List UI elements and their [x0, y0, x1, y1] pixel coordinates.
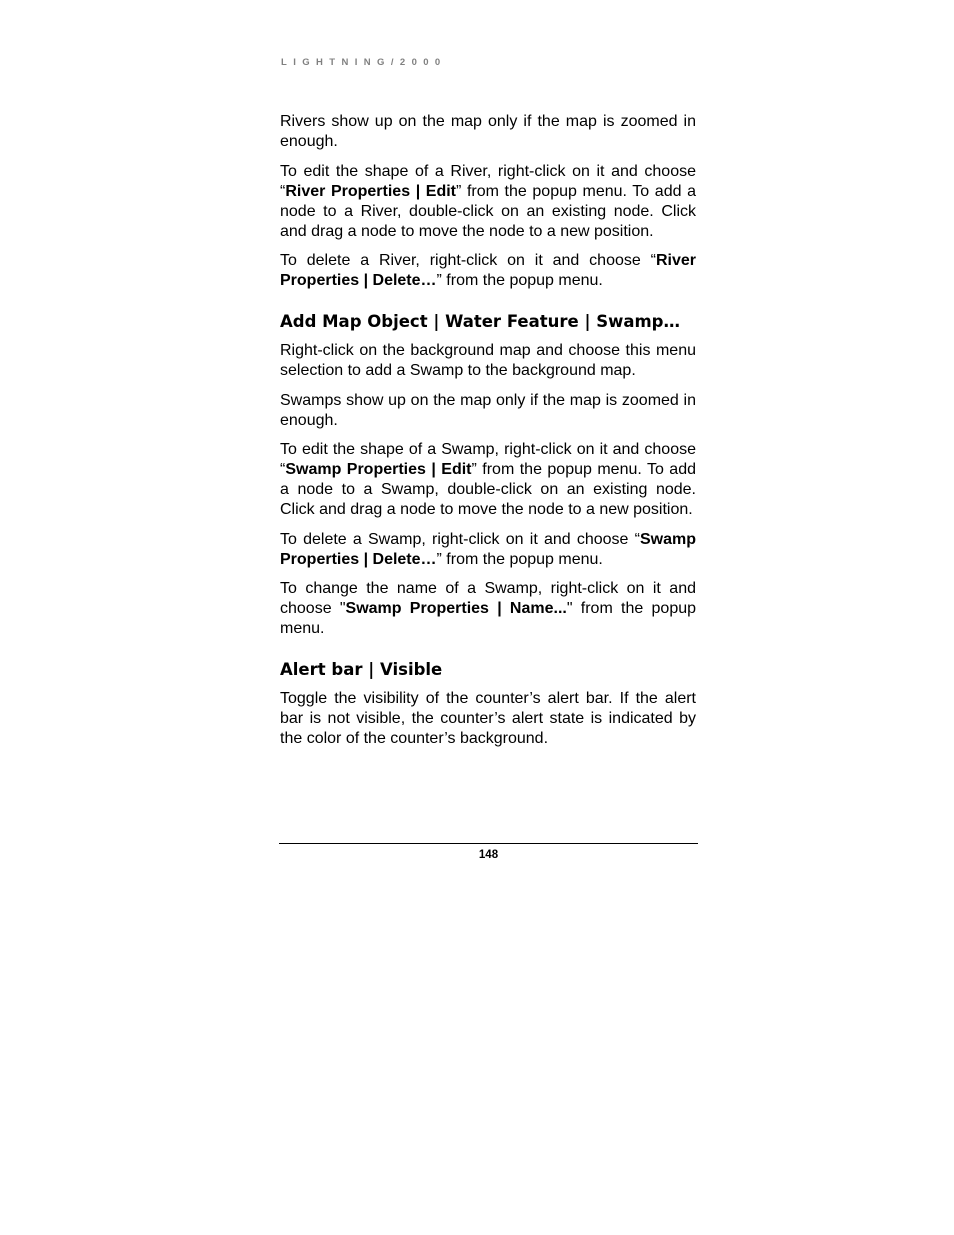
menu-path-swamp-edit: Swamp Properties | Edit: [285, 461, 472, 478]
text-span: ” from the popup menu.: [436, 272, 603, 289]
menu-path-swamp-name: Swamp Properties | Name...: [345, 600, 567, 617]
heading-alert-bar: Alert bar | Visible: [280, 660, 443, 679]
text-span: To edit the shape of a River, right-click on it and choose “: [280, 162, 696, 200]
menu-path-river-edit: River Properties | Edit: [285, 182, 457, 200]
menu-path-river-delete: River Properties | Delete…: [280, 252, 696, 289]
text-span: To edit the shape of a Swamp, right-click on it and choose “: [280, 441, 696, 478]
paragraph-swamp-edit: [280, 440, 696, 520]
paragraph-river-delete: [280, 251, 696, 291]
paragraph-swamp-delete: [280, 530, 696, 570]
text-span: ” from the popup menu. To add a node to a Swamp, double-click on an existing node. Click and drag a node to move the node to a new position.: [280, 461, 697, 518]
page-number: 148: [478, 849, 499, 861]
paragraph-swamp-add: Right-click on the background map and choose this menu selection to add a Swamp to the background map.: [280, 342, 696, 379]
paragraph-swamps-zoom: Swamps show up on the map only if the map is zoomed in enough.: [280, 391, 696, 429]
paragraph-river-edit: [280, 162, 696, 242]
text-span: " from the popup menu.: [280, 600, 697, 637]
menu-path-swamp-delete: Swamp Properties | Delete…: [280, 530, 696, 568]
text-span: ” from the popup menu. To add a node to a River, double-click on an existing node. Click and drag a node to move the node to a new position.: [280, 182, 696, 240]
footer-divider: [279, 843, 698, 844]
heading-add-swamp: Add Map Object | Water Feature | Swamp…: [280, 312, 680, 331]
paragraph-rivers-zoom: Rivers show up on the map only if the map is zoomed in enough.: [280, 113, 696, 150]
text-span: ” from the popup menu.: [436, 550, 603, 568]
page-body: [280, 112, 696, 759]
text-span: To change the name of a Swamp, right-click on it and choose ": [280, 580, 696, 617]
paragraph-alert-bar: Toggle the visibility of the counter’s alert bar. If the alert bar is not visible, the counter’s alert state is indicated by the color of the counter’s background.: [280, 690, 696, 747]
text-span: To delete a River, right-click on it and choose “: [280, 252, 656, 269]
text-span: To delete a Swamp, right-click on it and choose “: [280, 530, 640, 548]
running-header: LIGHTNING/2000: [281, 57, 447, 68]
paragraph-swamp-rename: [280, 579, 696, 639]
